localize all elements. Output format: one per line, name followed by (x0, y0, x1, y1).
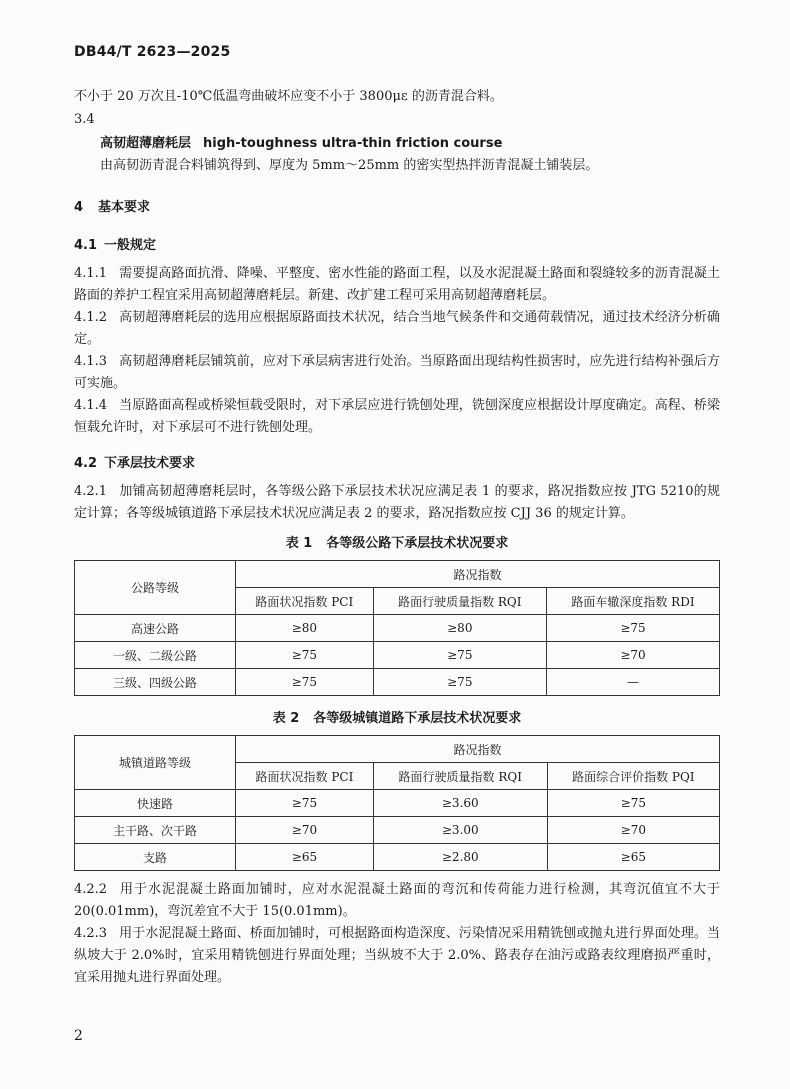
table-header-row (75, 736, 720, 763)
subsection-number: 4.1 (74, 238, 98, 253)
grade-cell: 三级、四级公路 (75, 669, 236, 696)
value-cell: ≥2.80 (373, 844, 547, 871)
grade-cell: 一级、二级公路 (75, 642, 236, 669)
value-cell: ≥70 (547, 817, 719, 844)
clause-paragraph (74, 481, 720, 525)
term-chinese: 高韧超薄磨耗层 (100, 136, 192, 151)
value-cell: ≥80 (373, 615, 546, 642)
urban-road-requirements-table (74, 735, 720, 871)
grade-cell: 高速公路 (75, 615, 236, 642)
value-cell: ≥65 (547, 844, 719, 871)
table-row (75, 642, 720, 669)
value-cell: ≥75 (373, 642, 546, 669)
row-header-cell: 城镇道路等级 (75, 736, 236, 790)
table-caption (74, 535, 720, 553)
subsection-number: 4.2 (74, 456, 98, 471)
value-cell: ≥75 (546, 615, 719, 642)
clause-text: 高韧超薄磨耗层的选用应根据原路面技术状况，结合当地气候条件和交通荷载情况，通过技术经济分析确定。 (74, 310, 720, 347)
table-label: 表 1 (285, 536, 313, 551)
clause-text: 当原路面高程或桥梁恒载受限时，对下承层应进行铣刨处理，铣刨深度应根据设计厚度确定。高程、桥梁恒载允许时，对下承层可不进行铣刨处理。 (74, 398, 720, 435)
clause-number: 4.2.1 (74, 484, 108, 499)
grade-cell: 快速路 (75, 790, 236, 817)
clause-text: 用于水泥混凝土路面、桥面加铺时，可根据路面构造深度、污染情况采用精铣刨或抛丸进行界面处理。当纵坡大于 2.0%时，宜采用精铣刨进行界面处理；当纵坡不大于 2.0%、路表存在油污或路表纹理磨损严重时，宜采用抛丸进行界面处理。 (74, 926, 720, 985)
highway-requirements-table (74, 560, 720, 696)
group-header-cell: 路况指数 (236, 736, 720, 763)
page-number: 2 (74, 1028, 83, 1044)
table-row (75, 844, 720, 871)
group-header-cell: 路况指数 (236, 561, 720, 588)
section-number: 4 (74, 200, 84, 215)
clause-number: 4.1.4 (74, 398, 108, 413)
value-cell: ≥3.60 (373, 790, 547, 817)
column-header: 路面综合评价指数 PQI (547, 763, 719, 790)
term-heading (74, 133, 720, 155)
clause-paragraph (74, 263, 720, 307)
clause-number: 4.2.3 (74, 926, 108, 941)
section-heading (74, 197, 720, 219)
table-header-row (75, 561, 720, 588)
value-cell: ≥3.00 (373, 817, 547, 844)
term-english: high-toughness ultra-thin friction course (203, 136, 503, 151)
column-header: 路面行驶质量指数 RQI (373, 763, 547, 790)
value-cell: — (546, 669, 719, 696)
clause-paragraph (74, 307, 720, 351)
table-title: 各等级城镇道路下承层技术状况要求 (313, 711, 522, 726)
column-header: 路面状况指数 PCI (236, 588, 374, 615)
value-cell: ≥65 (236, 844, 374, 871)
table-row (75, 669, 720, 696)
value-cell: ≥75 (373, 669, 546, 696)
clause-number: 4.1.1 (74, 266, 108, 281)
clause-text: 加铺高韧超薄磨耗层时，各等级公路下承层技术状况应满足表 1 的要求，路况指数应按 JTG 5210的规定计算；各等级城镇道路下承层技术状况应满足表 2 的要求，路况指数应按 CJJ 36 的规定计算。 (74, 484, 720, 521)
column-header: 路面状况指数 PCI (236, 763, 374, 790)
clause-paragraph (74, 351, 720, 395)
subsection-heading (74, 235, 720, 257)
value-cell: ≥70 (236, 817, 374, 844)
table-row (75, 790, 720, 817)
value-cell: ≥70 (546, 642, 719, 669)
subsection-title: 一般规定 (104, 238, 157, 253)
page-content (74, 86, 720, 989)
clause-paragraph (74, 395, 720, 439)
value-cell: ≥75 (236, 790, 374, 817)
table-row (75, 615, 720, 642)
clause-text: 需要提高路面抗滑、降噪、平整度、密水性能的路面工程，以及水泥混凝土路面和裂缝较多的沥青混凝土路面的养护工程宜采用高韧超薄磨耗层。新建、改扩建工程可采用高韧超薄磨耗层。 (74, 266, 720, 303)
table-label: 表 2 (272, 711, 300, 726)
clause-text: 用于水泥混凝土路面加铺时，应对水泥混凝土路面的弯沉和传荷能力进行检测，其弯沉值宜不大于 20(0.01mm)，弯沉差宜不大于 15(0.01mm)。 (74, 882, 720, 919)
document-code: DB44/T 2623—2025 (74, 44, 231, 60)
column-header: 路面行驶质量指数 RQI (373, 588, 546, 615)
clause-text: 高韧超薄磨耗层铺筑前，应对下承层病害进行处治。当原路面出现结构性损害时，应先进行结构补强后方可实施。 (74, 354, 720, 391)
subsection-heading (74, 453, 720, 475)
section-title: 基本要求 (98, 200, 151, 215)
clause-paragraph (74, 879, 720, 923)
clause-paragraph (74, 923, 720, 989)
value-cell: ≥75 (547, 790, 719, 817)
grade-cell: 主干路、次干路 (75, 817, 236, 844)
row-header-cell: 公路等级 (75, 561, 236, 615)
term-number: 3.4 (74, 112, 95, 127)
clause-number: 4.2.2 (74, 882, 108, 897)
value-cell: ≥80 (236, 615, 374, 642)
value-cell: ≥75 (236, 669, 374, 696)
table-title: 各等级公路下承层技术状况要求 (326, 536, 509, 551)
value-cell: ≥75 (236, 642, 374, 669)
grade-cell: 支路 (75, 844, 236, 871)
continuation-paragraph: 不小于 20 万次且-10℃低温弯曲破坏应变不小于 3800με 的沥青混合料。 (74, 89, 503, 104)
clause-number: 4.1.3 (74, 354, 108, 369)
table-caption (74, 710, 720, 728)
table-row (75, 817, 720, 844)
column-header: 路面车辙深度指数 RDI (546, 588, 719, 615)
term-definition: 由高韧沥青混合料铺筑得到、厚度为 5mm～25mm 的密实型热拌沥青混凝土铺装层。 (100, 158, 599, 173)
clause-number: 4.1.2 (74, 310, 108, 325)
subsection-title: 下承层技术要求 (104, 456, 196, 471)
